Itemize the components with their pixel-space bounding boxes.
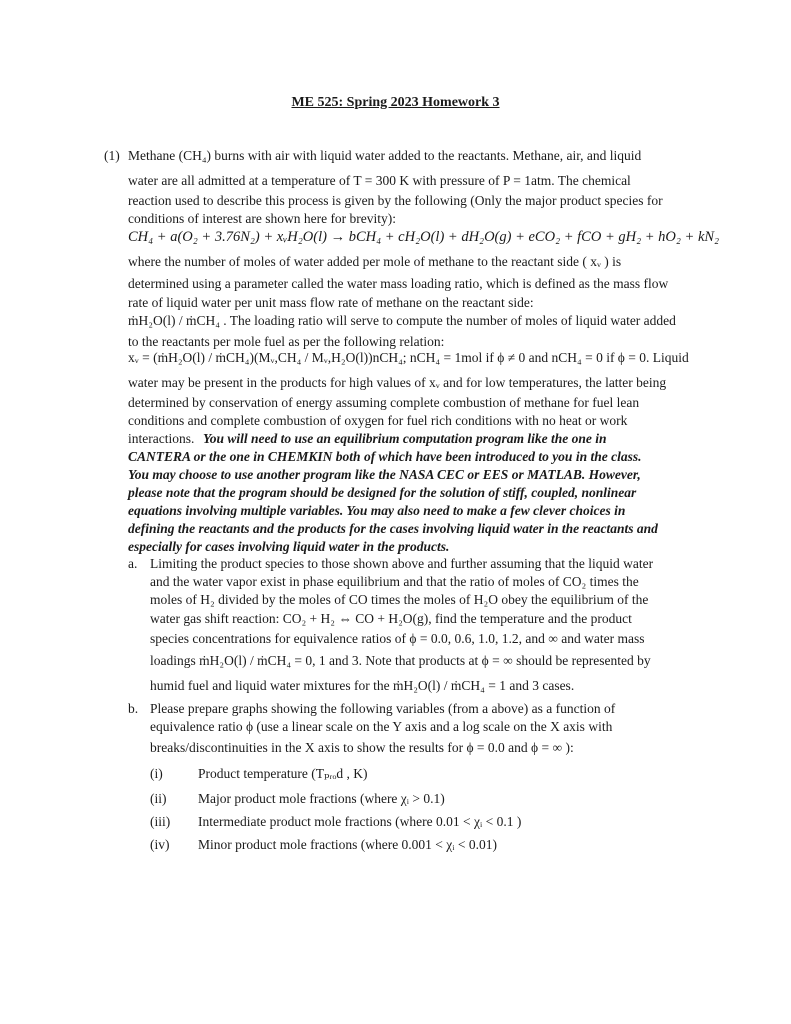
item-text: Major product mole fractions (where χᵢ > 0.1) — [198, 791, 445, 806]
item-text: Minor product mole fractions (where 0.001 < χᵢ < 0.01) — [198, 837, 497, 852]
body-line: determined using a parameter called the water mass loading ratio, which is defined as the mass flow — [128, 276, 669, 291]
emphasis-line: You will need to use an equilibrium computation program like the one in — [203, 431, 607, 446]
part-a-line: moles of H₂ divided by the moles of CO times the moles of H₂O obey the equilibrium of the — [150, 592, 649, 607]
page-title — [0, 95, 791, 111]
intro-line: conditions of interest are shown here for brevity): — [128, 211, 397, 226]
part-a-label: a. — [128, 556, 138, 571]
part-a-line: water gas shift reaction: CO₂ + H₂ ⇔ CO + H₂O(g), find the temperature and the product — [150, 611, 632, 626]
body-line: interactions. — [128, 431, 195, 446]
part-b-line: Please prepare graphs showing the following variables (from a above) as a function of — [150, 701, 616, 716]
part-a-line: species concentrations for equivalence ratios of ϕ = 0.0, 0.6, 1.0, 1.2, and ∞ and water mass — [150, 631, 645, 646]
intro-line: reaction used to describe this process is given by the following (Only the major product species for — [128, 193, 663, 208]
reaction-equation: CH₄ + a(O₂ + 3.76N₂) + xᵥH₂O(l) → bCH₄ + cH₂O(l) + dH₂O(g) + eCO₂ + fCO + gH₂ + hO₂ + kN₂ — [128, 229, 720, 245]
part-a-line: humid fuel and liquid water mixtures for the ṁH₂O(l) / ṁCH₄ = 1 and 3 cases. — [150, 678, 575, 693]
intro-line: Methane (CH₄) burns with air with liquid water added to the reactants. Methane, air, and liquid — [128, 148, 642, 163]
item-label: (iii) — [150, 814, 171, 829]
part-a-line: and the water vapor exist in phase equilibrium and that the ratio of moles of CO₂ times the — [150, 574, 639, 589]
emphasis-line: CANTERA or the one in CHEMKIN both of which have been introduced to you in the class. — [128, 449, 642, 464]
emphasis-line: please note that the program should be designed for the solution of stiff, coupled, nonlinear — [128, 485, 637, 500]
part-b-label: b. — [128, 701, 139, 716]
intro-line: water are all admitted at a temperature of T = 300 K with pressure of P = 1atm. The chemical — [128, 173, 631, 188]
part-b-line: breaks/discontinuities in the X axis to show the results for ϕ = 0.0 and ϕ = ∞ ): — [150, 740, 574, 755]
item-label: (i) — [150, 766, 163, 781]
part-b-line: equivalence ratio ϕ (use a linear scale on the Y axis and a log scale on the X axis with — [150, 719, 613, 734]
problem-number: (1) — [104, 148, 120, 163]
item-text: Intermediate product mole fractions (where 0.01 < χᵢ < 0.1 ) — [198, 814, 522, 829]
body-line: to the reactants per mole fuel as per the following relation: — [128, 334, 445, 349]
item-text: Product temperature (Tₚᵣₒd , K) — [198, 766, 368, 781]
body-line: conditions and complete combustion of oxygen for fuel rich conditions with no heat or work — [128, 413, 628, 428]
body-line: where the number of moles of water added per mole of methane to the reactant side ( xᵥ ) is — [128, 254, 622, 269]
item-label: (iv) — [150, 837, 170, 852]
body-line: rate of liquid water per unit mass flow rate of methane on the reactant side: — [128, 295, 534, 310]
body-line: determined by conservation of energy assuming complete combustion of methane for fuel lean — [128, 395, 640, 410]
part-a-line: loadings ṁH₂O(l) / ṁCH₄ = 0, 1 and 3. Note that products at ϕ = ∞ should be represented by — [150, 653, 651, 668]
emphasis-line: equations involving multiple variables. You may also need to make a few clever choices in — [128, 503, 626, 518]
emphasis-line: especially for cases involving liquid water in the products. — [128, 539, 450, 554]
body-line: ṁH₂O(l) / ṁCH₄ . The loading ratio will serve to compute the number of moles of liquid water added — [128, 313, 676, 328]
part-a-line: Limiting the product species to those shown above and further assuming that the liquid water — [150, 556, 654, 571]
emphasis-line: You may choose to use another program like the NASA CEC or EES or MATLAB. However, — [128, 467, 641, 482]
body-line: xᵥ = (ṁH₂O(l) / ṁCH₄)(Mᵥ,CH₄ / Mᵥ,H₂O(l))nCH₄; nCH₄ = 1mol if ϕ ≠ 0 and nCH₄ = 0 if ϕ = 0. Liquid — [128, 350, 689, 365]
item-label: (ii) — [150, 791, 167, 806]
emphasis-line: defining the reactants and the products for the cases involving liquid water in the reactants and — [128, 521, 658, 536]
title-text: ME 525: Spring 2023 Homework 3 — [291, 95, 500, 110]
body-line: water may be present in the products for high values of xᵥ and for low temperatures, the latter being — [128, 375, 667, 390]
